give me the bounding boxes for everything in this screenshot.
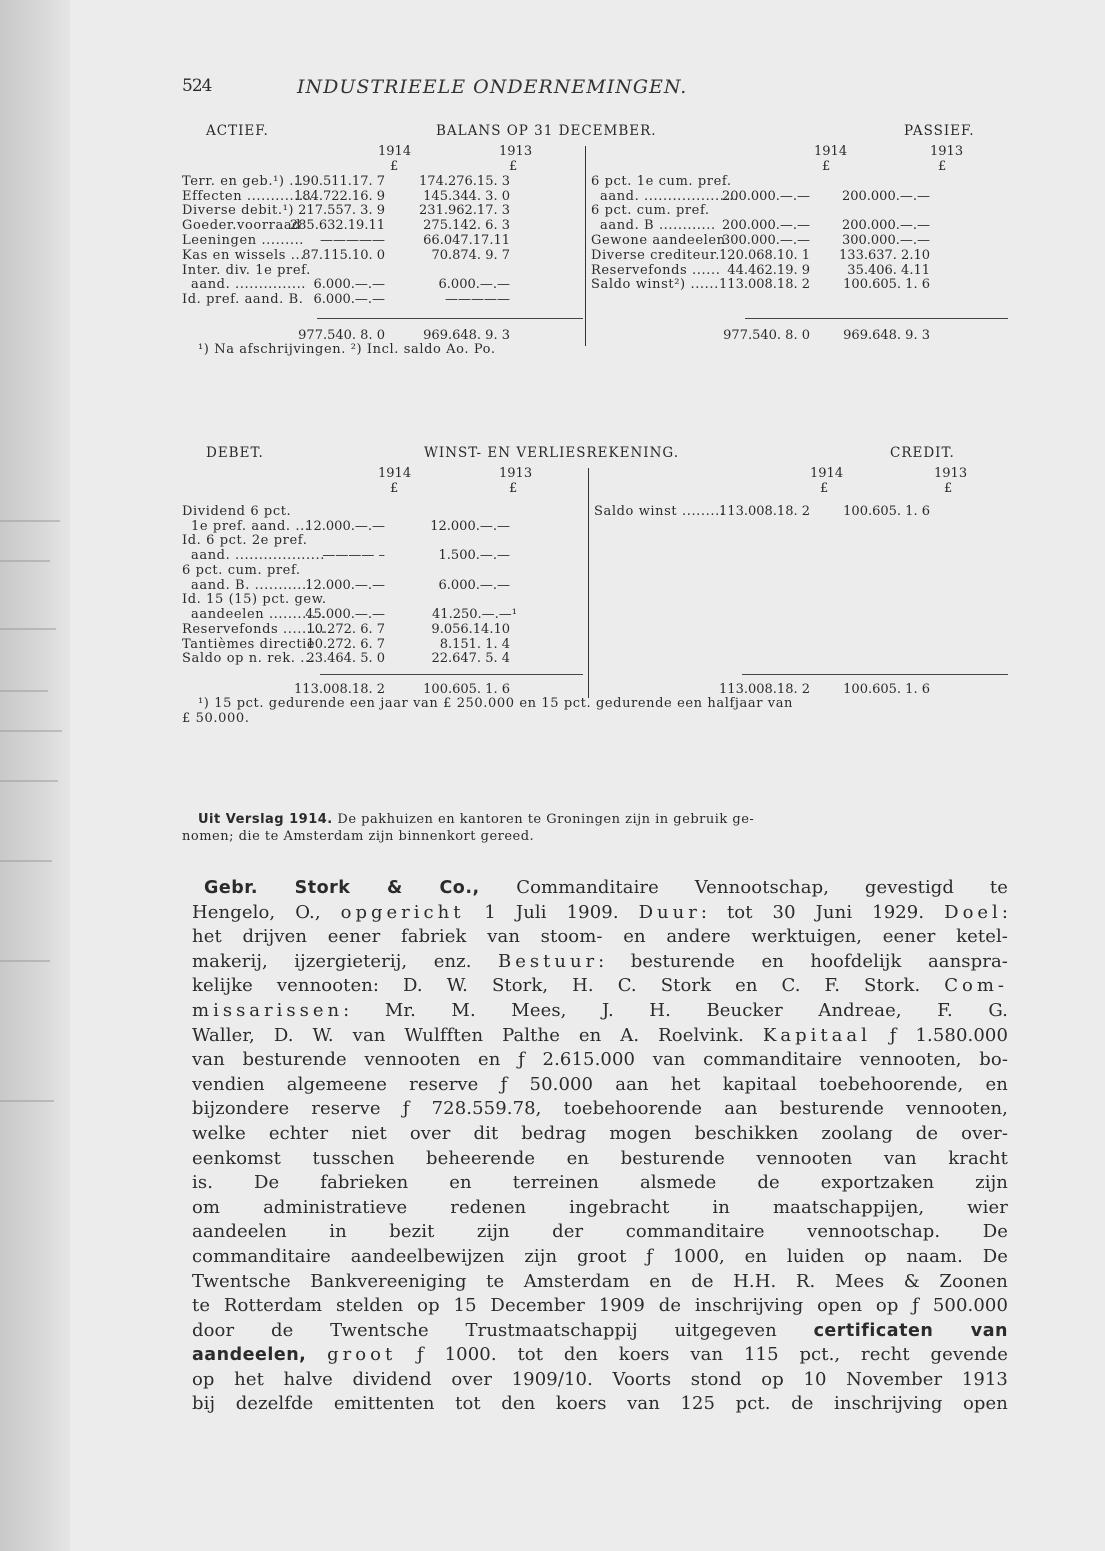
liabilities-year-1913: 1913 bbox=[930, 144, 964, 159]
balance-sheet: ACTIEF. BALANS OP 31 DECEMBER. PASSIEF. 1914 1913 £ £ 1914 1913 £ £ Terr. en geb.¹) ... 190.511.17. 7 174.276.15. 3 Effecten ............... 184.722.16. 9 145.344. 3. 0 Diverse debit.¹) 217.557. 3. 9 231.962.17. 3 Goeder.voorraad 285.632.19.11 275.142. 6. 3 Leeningen ......... ————— 66.047.17.11 Kas en wissels ... 87.115.10. 0 70.874. 9. 7 Inter. div. 1e pref. aand. ............... 6.000.—.— 6.000.—.— Id. pref. aand. B. 6.000.—.— ————— 977.540. 8. 0 969.648. 9. 3 6 pct. 1e cum. pref. aand. .................... 200.000.—.— 200.000.—.— 6 pct. cum. pref. aand. B ............ 200.000.—.— 200.000.—.— Gewone aandeelen 300.000.—.— 300.000.—.— Diverse crediteur. 120.068.10. 1 133.637. 2.10 Reservefonds ...... 44.462.19. 9 35.406. 4.11 Saldo winst²) ...... 113.008.18. 2 100.605. 1. 6 977.540. 8. 0 969.648. 9. 3 ¹) Na afschrijvingen. ²) Incl. saldo Ao. Po. bbox=[0, 0, 1105, 460]
debit-total-rule bbox=[320, 674, 583, 675]
debit-currency-1913: £ bbox=[509, 481, 518, 496]
assets-currency-1913: £ bbox=[509, 159, 518, 174]
body-text-line: Waller, D. W. van Wulfften Palthe en A. Roelvink. Kapitaal ƒ 1.580.000 bbox=[192, 1024, 1008, 1046]
liabilities-currency-1914: £ bbox=[822, 159, 831, 174]
report-lead: Uit Verslag 1914. bbox=[198, 812, 333, 827]
body-text-line: Gebr. Stork & Co., Commanditaire Vennootschap, gevestigd te bbox=[204, 877, 1008, 898]
body-text-line: Hengelo, O., opgericht 1 Juli 1909. Duur: tot 30 Juni 1929. Doel: bbox=[192, 901, 1008, 923]
report-line2: nomen; die te Amsterdam zijn binnenkort gereed. bbox=[182, 829, 535, 844]
liabilities-total-1913: 969.648. 9. 3 bbox=[843, 328, 930, 343]
credit-total-rule bbox=[742, 674, 1008, 675]
debit-total-1913: 100.605. 1. 6 bbox=[423, 682, 510, 697]
body-text-line: aandeelen in bezit zijn der commanditaire vennootschap. De bbox=[192, 1221, 1008, 1243]
body-text-line: aandeelen, groot ƒ 1000. tot den koers van 115 pct., recht gevende bbox=[192, 1344, 1008, 1366]
body-text-line: welke echter niet over dit bedrag mogen beschikken zoolang de over- bbox=[192, 1122, 1008, 1144]
credit-currency-1913: £ bbox=[944, 481, 953, 496]
body-text-line: is. De fabrieken en terreinen alsmede de exportzaken zijn bbox=[192, 1172, 1008, 1194]
page-number: 524 bbox=[182, 76, 212, 96]
credit-currency-1914: £ bbox=[820, 481, 829, 496]
body-text-line: te Rotterdam stelden op 15 December 1909 de inschrijving open op ƒ 500.000 bbox=[192, 1295, 1008, 1317]
balance-title-right: PASSIEF. bbox=[904, 123, 975, 139]
liabilities-total-1914: 977.540. 8. 0 bbox=[723, 328, 810, 343]
balance-title-center: BALANS OP 31 DECEMBER. bbox=[436, 123, 657, 139]
credit-year-1913: 1913 bbox=[934, 466, 968, 481]
pl-title-left: DEBET. bbox=[206, 445, 264, 461]
credit-year-1914: 1914 bbox=[810, 466, 844, 481]
credit-total-1914: 113.008.18. 2 bbox=[719, 682, 810, 697]
body-text-line: door de Twentsche Trustmaatschappij uitgegeven certificaten van bbox=[192, 1319, 1008, 1341]
debit-year-1914: 1914 bbox=[378, 466, 412, 481]
annual-report-note bbox=[198, 812, 754, 827]
body-text-line: bijzondere reserve ƒ 728.559.78, toebehoorende aan besturende vennooten, bbox=[192, 1098, 1008, 1120]
assets-year-1914: 1914 bbox=[378, 144, 412, 159]
pl-footnote-line2: £ 50.000. bbox=[182, 711, 250, 726]
assets-total-1914: 977.540. 8. 0 bbox=[298, 328, 385, 343]
liabilities-year-1914: 1914 bbox=[814, 144, 848, 159]
company-entry bbox=[192, 876, 1008, 1417]
balance-footnote: ¹) Na afschrijvingen. ²) Incl. saldo Ao. Po. bbox=[198, 342, 496, 357]
pl-title-right: CREDIT. bbox=[890, 445, 955, 461]
assets-total-1913: 969.648. 9. 3 bbox=[423, 328, 510, 343]
body-text-line: bij dezelfde emittenten tot den koers van 125 pct. de inschrijving open bbox=[192, 1393, 1008, 1415]
pl-footnote-line1: ¹) 15 pct. gedurende een jaar van £ 250.000 en 15 pct. gedurende een halfjaar van bbox=[198, 696, 794, 711]
assets-year-1913: 1913 bbox=[499, 144, 533, 159]
body-text-line: om administratieve redenen ingebracht in maatschappijen, wier bbox=[192, 1196, 1008, 1218]
assets-currency-1914: £ bbox=[390, 159, 399, 174]
body-text-line: kelijke vennooten: D. W. Stork, H. C. Stork en C. F. Stork. Com- bbox=[192, 975, 1008, 997]
body-text-line: vendien algemeene reserve ƒ 50.000 aan het kapitaal toebehoorende, en bbox=[192, 1073, 1008, 1095]
pl-divider bbox=[588, 468, 589, 698]
body-text-line: op het halve dividend over 1909/10. Voorts stond op 10 November 1913 bbox=[192, 1368, 1008, 1390]
body-text-line: van besturende vennooten en ƒ 2.615.000 van commanditaire vennooten, bo- bbox=[192, 1049, 1008, 1071]
pl-title-center: WINST- EN VERLIESREKENING. bbox=[424, 445, 680, 461]
company-name: Gebr. Stork & Co., bbox=[204, 878, 517, 898]
credit-total-1913: 100.605. 1. 6 bbox=[843, 682, 930, 697]
profit-loss-account: DEBET. WINST- EN VERLIESREKENING. CREDIT. 1914 1913 £ £ 1914 1913 £ £ Dividend 6 pct. 1e pref. aand. ... 12.000.—.— 12.000.—.— Id. 6 pct. 2e pref. aand. ................... ———— – 1.500.—.— 6 pct. cum. pref. aand. B. ............ 12.000.—.— 6.000.—.— Id. 15 (15) pct. gew. aandeelen ............ 45.000.—.— 41.250.—.—¹ Reservefonds ......... 10.272. 6. 7 9.056.14.10 Tantièmes directie 10.272. 6. 7 8.151. 1. 4 Saldo op n. rek. ... 23.464. 5. 0 22.647. 5. 4 113.008.18. 2 100.605. 1. 6 Saldo winst ......... 113.008.18. 2 100.605. 1. 6 113.008.18. 2 100.605. 1. 6 ¹) 15 pct. gedurende een jaar van £ 250.000 en 15 pct. gedurende een halfjaar van £ 50.000. bbox=[0, 0, 1105, 800]
debit-currency-1914: £ bbox=[390, 481, 399, 496]
body-text-line: missarissen: Mr. M. Mees, J. H. Beucker Andreae, F. G. bbox=[192, 999, 1008, 1021]
report-line1: De pakhuizen en kantoren te Groningen zijn in gebruik ge- bbox=[337, 812, 755, 827]
liabilities-currency-1913: £ bbox=[938, 159, 947, 174]
body-text-line: Twentsche Bankvereeniging te Amsterdam en de H.H. R. Mees & Zoonen bbox=[192, 1270, 1008, 1292]
body-text-line: het drijven eener fabriek van stoom- en andere werktuigen, eener ketel- bbox=[192, 926, 1008, 948]
debit-year-1913: 1913 bbox=[499, 466, 533, 481]
running-title: INDUSTRIEELE ONDERNEMINGEN. bbox=[297, 76, 688, 98]
body-text-line: eenkomst tusschen beheerende en besturende vennooten van kracht bbox=[192, 1147, 1008, 1169]
balance-title-left: ACTIEF. bbox=[206, 123, 269, 139]
debit-total-1914: 113.008.18. 2 bbox=[294, 682, 385, 697]
body-text-line: makerij, ijzergieterij, enz. Bestuur: besturende en hoofdelijk aanspra- bbox=[192, 950, 1008, 972]
body-text-line: commanditaire aandeelbewijzen zijn groot ƒ 1000, en luiden op naam. De bbox=[192, 1245, 1008, 1267]
